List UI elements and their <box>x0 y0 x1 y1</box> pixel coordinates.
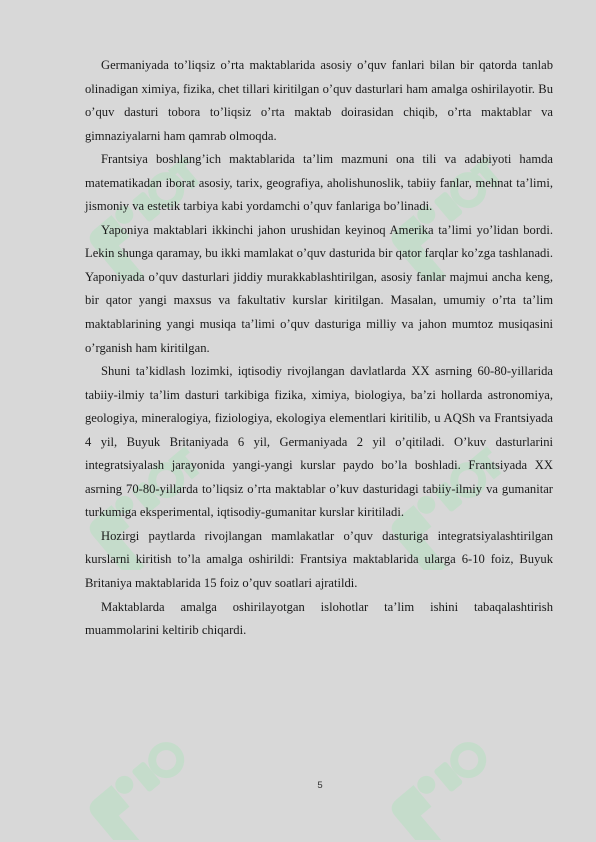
logo-watermark-icon <box>70 700 230 840</box>
page-number: 5 <box>317 780 323 791</box>
body-text <box>85 54 553 643</box>
paragraph-reforms: Maktablarda amalga oshirilayotgan islohotlar ta’lim ishini tabaqalashtirish muammolarini keltirib chiqardi. <box>85 599 553 638</box>
paragraph-france-primary: Frantsiya boshlang’ich maktablarida ta’lim mazmuni ona tili va adabiyoti hamda matematikadan iborat asosiy, tarix, geografiya, aholishunoslik, tabiiy fanlar, mehnat ta’limi, jismoniy va estetik tarbiya kabi yordamchi o’quv fanlariga bo’linadi. <box>85 152 553 214</box>
paragraph-germany: Germaniyada to’liqsiz o’rta maktablarida asosiy o’quv fanlari bilan bir qatorda tanlab olinadigan ximiya, fizika, chet tillari kiritilgan o’quv dasturlari ham amalga oshirilayotir. Bu o’quv dasturi tobora to’liqsiz o’rta maktab doirasidan chiqib, o’rta maktablar va gimnaziyalarni ham qamrab olmoqda. <box>85 58 553 143</box>
paragraph-japan: Yaponiya maktablari ikkinchi jahon urushidan keyinoq Amerika ta’limi yo’lidan bordi. Lekin shunga qaramay, bu ikki mamlakat o’quv dasturida bir qator farqlar ko’zga tashlanadi. Yaponiyada o’quv dasturlari jiddiy murakkablashtirilgan, asosiy fanlar majmui ancha keng, bir qator yangi maxsus va fakultativ kurslar kiritilgan. Masalan, umumiy o’rta ta’lim maktablarining yangi musiqa ta’limi o’quv dasturiga milliy va jahon mumtoz musiqasini o’rganish ham kiritilgan. <box>85 222 553 355</box>
paragraph-integrated-courses: Hozirgi paytlarda rivojlangan mamlakatlar o’quv dasturiga integratsiyalashtirilgan kurslarni kiritish to’la amalga oshirildi: Frantsiya maktablarida ularga 6-10 foiz, Buyuk Britaniya maktablarida 15 foiz o’quv soatlari ajratildi. <box>85 528 553 591</box>
logo-watermark-icon <box>372 700 532 840</box>
paragraph-natural-science: Shuni ta’kidlash lozimki, iqtisodiy rivojlangan davlatlarda XX asrning 60-80-yillarida tabiiy-ilmiy ta’lim dasturi tarkibiga fizika, ximiya, biologiya, ba’zi hollarda astronomiya, geologiya, mineralogiya, fiziologiya, ekologiya elementlari kiritilib, u AQSh va Frantsiyada 4 yil, Buyuk Britaniyada 6 yil, Germaniyada 2 yil o’qitiladi. O’kuv dasturlarini integratsiyalash jarayonida yangi-yangi kurslar paydo bo’la boshladi. Frantsiyada XX asrning 70-80-yillarda to’liqsiz o’rta maktablar o’kuv dasturidagi tabiiy-ilmiy va gumanitar turkumiga eksperimental, iqtisodiy-gumanitar kurslar kiritiladi. <box>85 364 553 520</box>
